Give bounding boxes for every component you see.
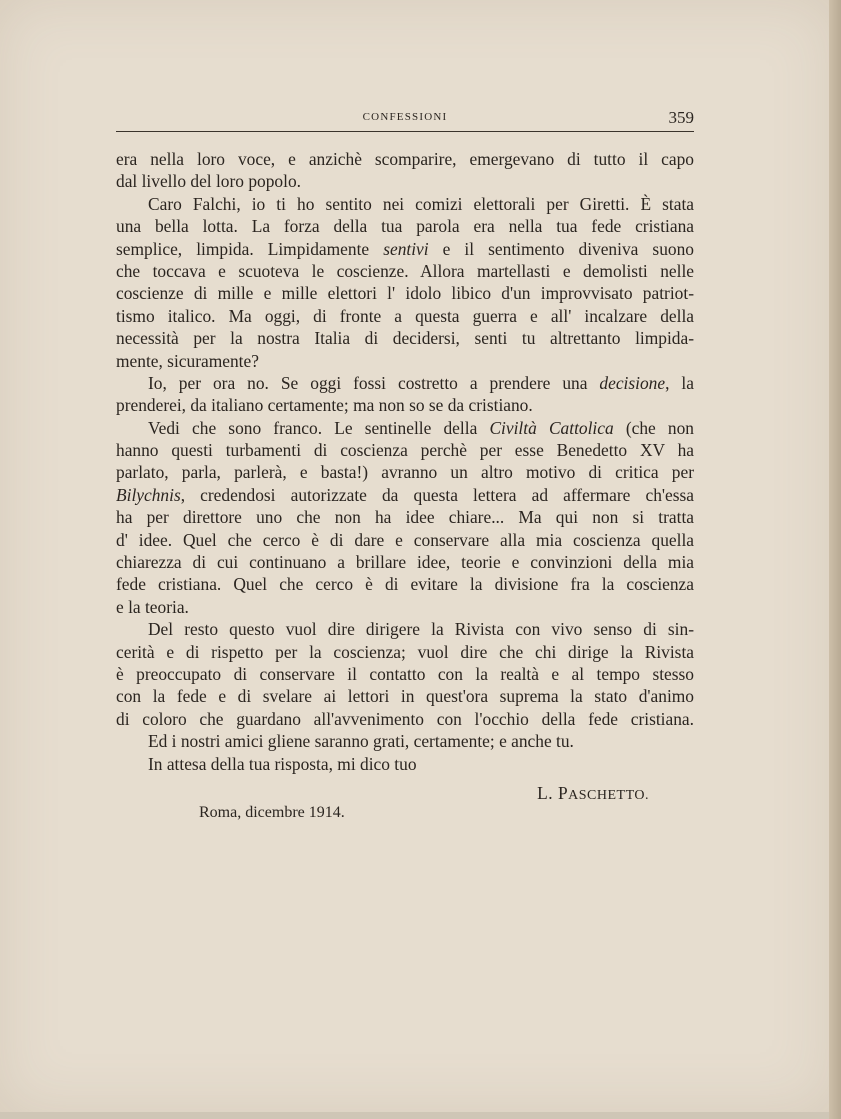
text-line: di coloro che guardano all'avvenimento con l'occhio della fede cristiana. bbox=[116, 708, 694, 729]
text-line: Del resto questo vuol dire dirigere la Rivista con vivo senso di sin- bbox=[148, 619, 694, 640]
text-line: che toccava e scuoteva le coscienze. Allora martellasti e demolisti nelle bbox=[116, 260, 694, 281]
text-line: In attesa della tua risposta, mi dico tuo bbox=[148, 753, 417, 774]
text-line: Caro Falchi, io ti ho sentito nei comizi elettorali per Giretti. È stata bbox=[148, 193, 694, 214]
text-segment: Vedi che sono franco. Le sentinelle della bbox=[148, 417, 478, 438]
text-line: era nella loro voce, e anzichè scomparire, emergevano di tutto il capo bbox=[116, 149, 694, 169]
header-rule bbox=[116, 131, 694, 132]
text-line: hanno questi turbamenti di coscienza perchè per esse Benedetto XV ha bbox=[116, 440, 694, 461]
text-line: tismo italico. Ma oggi, di fronte a questa guerra e all' incalzare della bbox=[116, 305, 694, 326]
text-line: dal livello del loro popolo. bbox=[116, 171, 301, 192]
text-line: è preoccupato di conservare il contatto con la realtà e al tempo stesso bbox=[116, 663, 694, 684]
text-segment: Io, per ora no. Se oggi fossi costretto a prendere una bbox=[148, 372, 588, 393]
text-line: chiarezza di cui continuano a brillare idee, teorie e convinzioni della mia bbox=[116, 552, 694, 573]
running-title: CONFESSIONI bbox=[362, 111, 448, 123]
text-segment: semplice, limpida. Limpidamente bbox=[116, 238, 370, 259]
text-segment: , la bbox=[665, 372, 694, 393]
text-line: una bella lotta. La forza della tua parola era nella tua fede cristiana bbox=[116, 216, 694, 237]
signature-surname: ASCHETTO. bbox=[568, 788, 649, 803]
page-number: 359 bbox=[668, 108, 694, 127]
italic-title: Civiltà Cattolica bbox=[489, 417, 614, 438]
italic-title: Bilychnis bbox=[116, 484, 181, 505]
text-line: necessità per la nostra Italia di decidersi, senti tu altrettanto limpida- bbox=[116, 328, 694, 349]
italic-word: decisione bbox=[599, 372, 666, 393]
body-text bbox=[116, 148, 694, 775]
text-line: mente, sicuramente? bbox=[116, 350, 259, 371]
text-line: cerità e di rispetto per la coscienza; vuol dire che chi dirige la Rivista bbox=[116, 641, 694, 662]
text-line: prenderei, da italiano certamente; ma non so se da cristiano. bbox=[116, 395, 533, 416]
text-segment: , credendosi autorizzate da questa lettera ad affermare ch'essa bbox=[180, 484, 694, 505]
text-line: con la fede e di svelare ai lettori in quest'ora suprema la stato d'animo bbox=[116, 686, 694, 707]
italic-word: sentivi bbox=[383, 238, 429, 259]
text-line-mixed bbox=[116, 417, 694, 439]
text-line: Ed i nostri amici gliene saranno grati, certamente; e anche tu. bbox=[148, 731, 574, 752]
signature-initial: L. P bbox=[537, 783, 569, 803]
text-line: ha per direttore uno che non ha idee chiare... Ma qui non si tratta bbox=[116, 507, 694, 528]
text-line: fede cristiana. Quel che cerco è di evitare la divisione fra la coscienza bbox=[116, 574, 694, 595]
text-line: d' idee. Quel che cerco è di dare e conservare alla mia coscienza quella bbox=[116, 529, 694, 550]
signature bbox=[537, 783, 649, 804]
text-segment: e il sentimento diveniva suono bbox=[442, 238, 694, 259]
page-edge bbox=[829, 0, 841, 1119]
date-line: Roma, dicembre 1914. bbox=[199, 804, 345, 821]
text-line: e la teoria. bbox=[116, 596, 189, 617]
text-line: parlato, parla, parlerà, e basta!) avranno un altro motivo di critica per bbox=[116, 462, 694, 483]
text-line-mixed bbox=[116, 372, 694, 394]
text-segment: (che non bbox=[625, 417, 694, 438]
text-line: coscienze di mille e mille elettori l' idolo libico d'un improvvisato patriot- bbox=[116, 283, 694, 304]
text-line-mixed bbox=[116, 484, 694, 506]
text-line-mixed bbox=[116, 238, 694, 260]
